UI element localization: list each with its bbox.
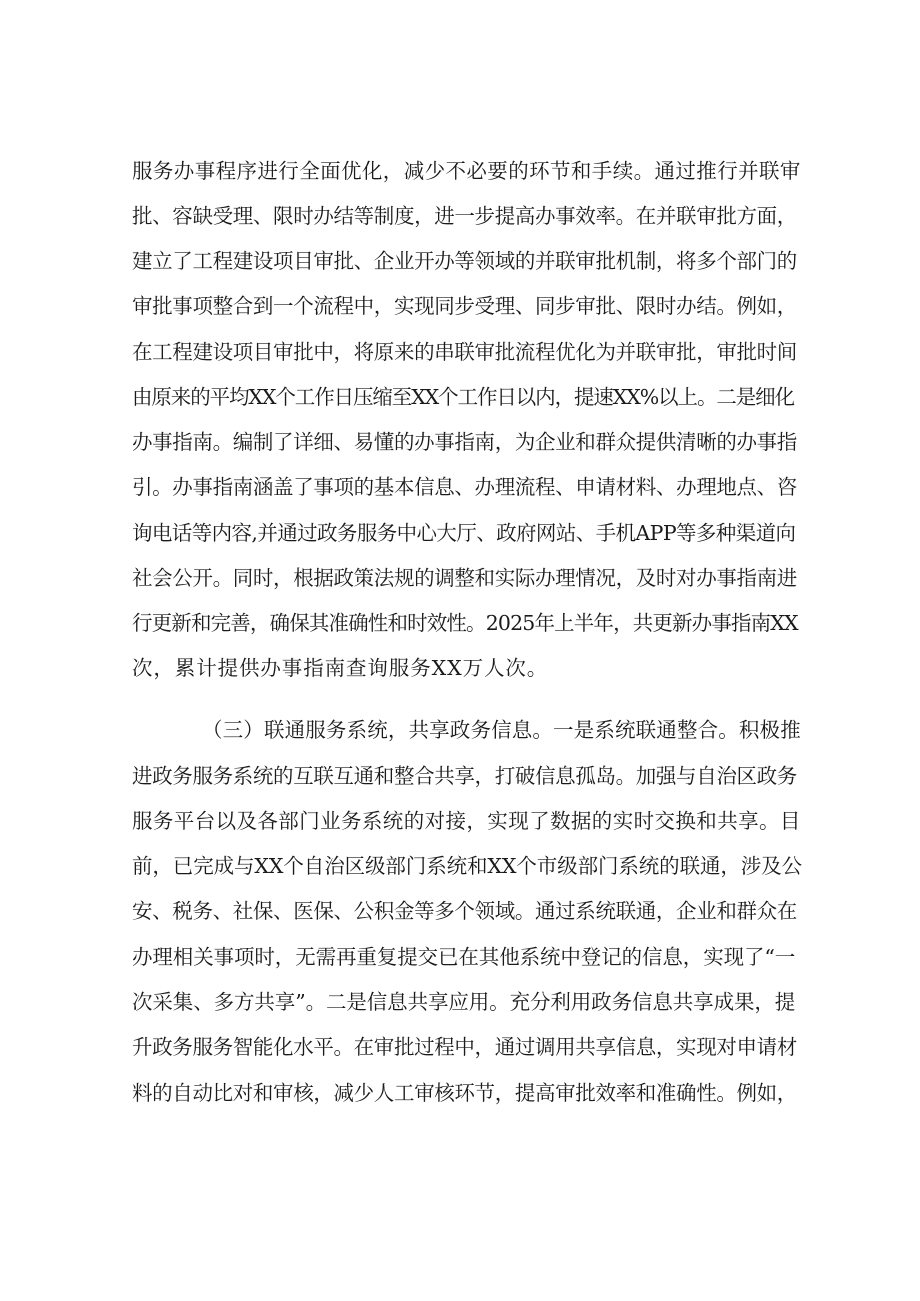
text-line: 升政务服务智能化水平。在审批过程中，通过调用共享信息，实现对申请材 (132, 1035, 797, 1059)
text-line: 办事指南。编制了详细、易懂的办事指南，为企业和群众提供清晰的办事指 (132, 430, 797, 454)
text-line: 料的自动比对和审核，减少人工审核环节，提高审批效率和准确性。例如， (132, 1081, 797, 1105)
text-line: 询电话等内容,并通过政务服务中心大厅、政府网站、手机APP等多种渠道向 (132, 521, 796, 545)
text-line: 引。办事指南涵盖了事项的基本信息、办理流程、申请材料、办理地点、咨 (132, 475, 797, 499)
text-line: 次，累计提供办事指南查询服务XX万人次。 (132, 656, 549, 680)
text-line: 安、税务、社保、医保、公积金等多个领域。通过系统联通，企业和群众在 (132, 899, 797, 923)
text-line: 社会公开。同时，根据政策法规的调整和实际办理情况，及时对办事指南进 (132, 566, 797, 590)
text-line: 前，已完成与XX个自治区级部门系统和XX个市级部门系统的联通，涉及公 (132, 854, 802, 878)
text-line: 由原来的平均XX个工作日压缩至XX个工作日以内，提速XX%以上。二是细化 (132, 385, 794, 409)
text-line: 进政务服务系统的互联互通和整合共享，打破信息孤岛。加强与自治区政务 (132, 764, 797, 788)
section-heading-line: （三）联通服务系统，共享政务信息。一是系统联通整合。积极推 (202, 718, 801, 742)
text-line: 审批事项整合到一个流程中，实现同步受理、同步审批、限时办结。例如， (132, 294, 797, 318)
text-line: 行更新和完善，确保其准确性和时效性。2025年上半年，共更新办事指南XX (132, 611, 798, 635)
text-line: 批、容缺受理、限时办结等制度，进一步提高办事效率。在并联审批方面， (132, 204, 797, 228)
text-line: 服务平台以及各部门业务系统的对接，实现了数据的实时交换和共享。目 (132, 809, 801, 833)
text-line: 建立了工程建设项目审批、企业开办等领域的并联审批机制，将多个部门的 (132, 249, 797, 273)
text-line: 服务办事程序进行全面优化，减少不必要的环节和手续。通过推行并联审 (132, 159, 801, 183)
text-line: 次采集、多方共享”。二是信息共享应用。充分利用政务信息共享成果，提 (132, 990, 796, 1014)
text-line: 办理相关事项时，无需再重复提交已在其他系统中登记的信息，实现了“一 (132, 945, 796, 969)
text-line: 在工程建设项目审批中，将原来的串联审批流程优化为并联审批，审批时间 (132, 340, 797, 364)
